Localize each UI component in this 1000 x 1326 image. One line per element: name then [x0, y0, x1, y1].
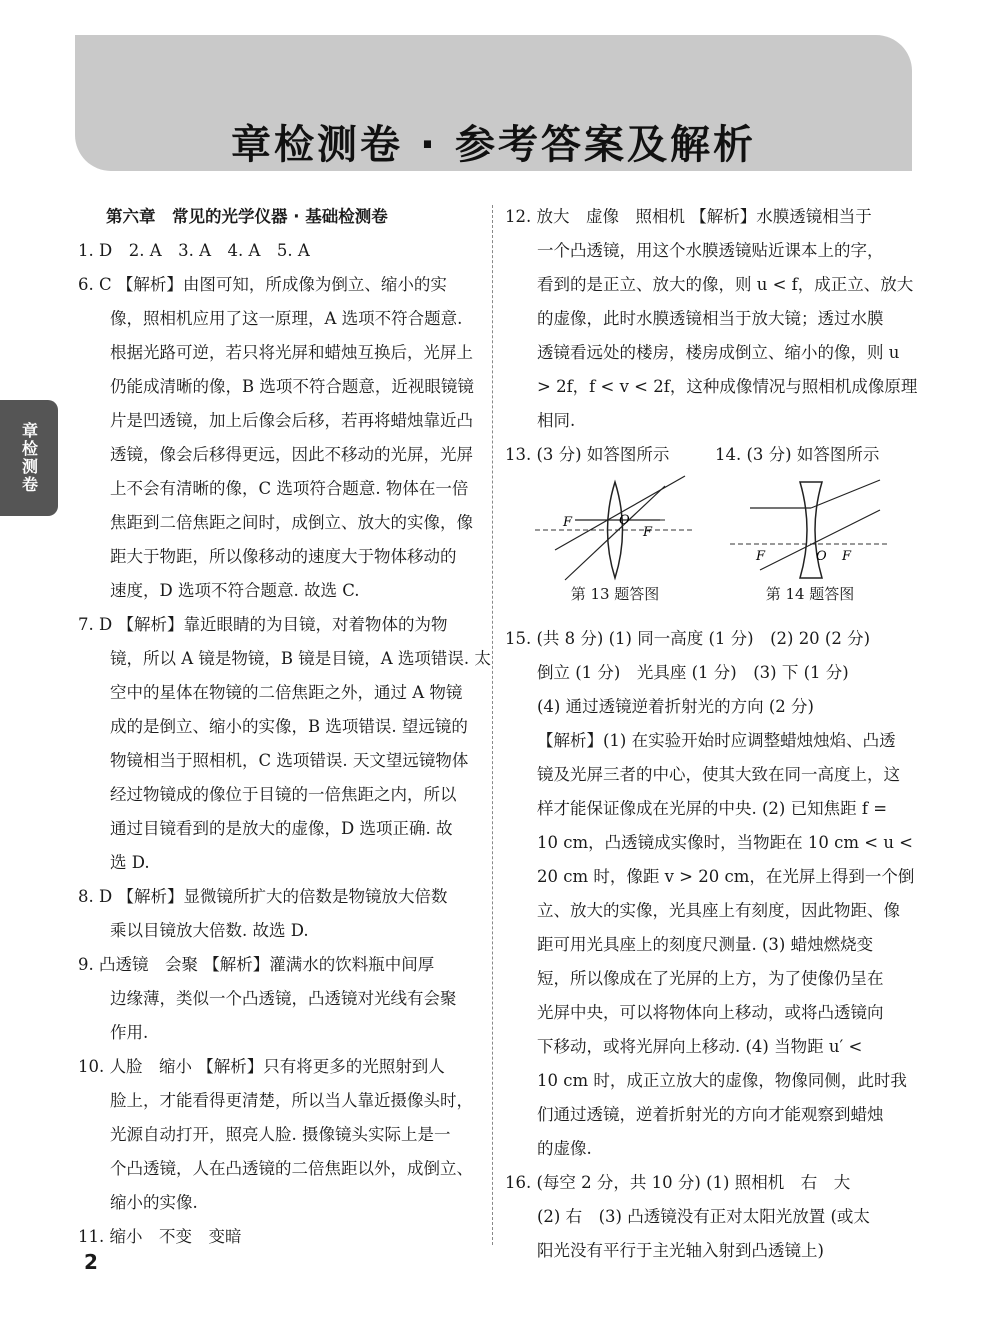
- focus-label-left: F: [756, 549, 766, 564]
- text-line: 的虚像.: [537, 1139, 592, 1158]
- center-label: O: [816, 549, 827, 564]
- text-line: 10. 人脸 缩小 【解析】只有将更多的光照射到人: [78, 1057, 445, 1076]
- text-line: (4) 通过透镜逆着折射光的方向 (2 分): [537, 697, 814, 716]
- text-line: 16. (每空 2 分，共 10 分) (1) 照相机 右 大: [505, 1173, 851, 1192]
- text-line: > 2f，f < v < 2f，这种成像情况与照相机成像原理: [537, 377, 918, 396]
- concave-lens-diagram: [730, 472, 890, 582]
- text-line: 一个凸透镜，用这个水膜透镜贴近课本上的字，: [537, 241, 884, 260]
- text-line: 片是凹透镜，加上后像会后移，若再将蜡烛靠近凸: [110, 411, 473, 430]
- answer-diagrams: [505, 472, 920, 622]
- text-line: 像，照相机应用了这一原理，A 选项不符合题意.: [110, 309, 463, 328]
- text-line: 焦距到二倍焦距之间时，成倒立、放大的实像，像: [110, 513, 473, 532]
- text-line: 速度，D 选项不符合题意. 故选 C.: [110, 581, 360, 600]
- title-banner: [75, 35, 912, 171]
- figure-13-caption: 第 13 题答图: [570, 585, 660, 603]
- answers-12: [505, 200, 920, 438]
- center-label: O: [619, 513, 630, 528]
- text-line: 光源自动打开，照亮人脸. 摄像镜头实际上是一: [110, 1125, 451, 1144]
- convex-lens-diagram: [535, 472, 695, 582]
- text-line: 透镜，像会后移得更远，因此不移动的光屏，光屏: [110, 445, 473, 464]
- text-line: 看到的是正立、放大的像，则 u < f，成正立、放大: [537, 275, 914, 294]
- text-line: 透镜看远处的楼房，楼房成倒立、缩小的像，则 u: [537, 343, 900, 362]
- text-line: 成的是倒立、缩小的实像，B 选项错误. 望远镜的: [110, 717, 468, 736]
- text-line: 相同.: [537, 411, 576, 430]
- text-line: 7. D 【解析】靠近眼睛的为目镜，对着物体的为物: [78, 615, 448, 634]
- text-line: 立、放大的实像，光具座上有刻度，因此物距、像: [537, 901, 900, 920]
- figure-14: [730, 472, 890, 606]
- text-line: 距可用光具座上的刻度尺测量. (3) 蜡烛燃烧变: [537, 935, 874, 954]
- text-line: 上不会有清晰的像，C 选项符合题意. 物体在一倍: [110, 479, 469, 498]
- focus-label-right: F: [842, 549, 852, 564]
- text-line: 作用.: [110, 1023, 149, 1042]
- text-line: 缩小的实像.: [110, 1193, 198, 1212]
- figure-13: [535, 472, 695, 606]
- text-line: (2) 右 (3) 凸透镜没有正对太阳光放置 (或太: [537, 1207, 870, 1226]
- text-line: 个凸透镜，人在凸透镜的二倍焦距以外，成倒立、: [110, 1159, 473, 1178]
- q14-text: 14. (3 分) 如答图所示: [715, 445, 880, 464]
- text-line: 的虚像，此时水膜透镜相当于放大镜；透过水膜: [537, 309, 884, 328]
- text-line: 9. 凸透镜 会聚 【解析】灌满水的饮料瓶中间厚: [78, 955, 435, 974]
- text-line: 倒立 (1 分) 光具座 (1 分) (3) 下 (1 分): [537, 663, 849, 682]
- text-line: 通过目镜看到的是放大的虚像，D 选项正确. 故: [110, 819, 453, 838]
- left-column: [78, 200, 491, 1254]
- text-line: 短，所以像成在了光屏的上方，为了使像仍呈在: [537, 969, 884, 988]
- text-line: 1. D 2. A 3. A 4. A 5. A: [78, 241, 310, 260]
- page-number: 2: [84, 1250, 98, 1274]
- figure-14-caption: 第 14 题答图: [765, 585, 855, 603]
- text-line: 15. (共 8 分) (1) 同一高度 (1 分) (2) 20 (2 分): [505, 629, 871, 648]
- text-line: 6. C 【解析】由图可知，所成像为倒立、缩小的实: [78, 275, 447, 294]
- text-line: 根据光路可逆，若只将光屏和蜡烛互换后，光屏上: [110, 343, 473, 362]
- text-line: 11. 缩小 不变 变暗: [78, 1227, 242, 1246]
- focus-label-left: F: [563, 515, 573, 530]
- text-line: 10 cm 时，成正立放大的虚像，物像同侧，此时我: [537, 1071, 907, 1090]
- text-line: 阳光没有平行于主光轴入射到凸透镜上): [537, 1241, 824, 1260]
- text-line: 20 cm 时，像距 v > 20 cm，在光屏上得到一个倒: [537, 867, 915, 886]
- text-line: 【解析】(1) 在实验开始时应调整蜡烛烛焰、凸透: [537, 731, 896, 750]
- column-divider: [492, 205, 493, 1245]
- q13-text: 13. (3 分) 如答图所示: [505, 445, 670, 464]
- text-line: 下移动，或将光屏向上移动. (4) 当物距 u′ <: [537, 1037, 863, 1056]
- text-line: 第六章 常见的光学仪器 · 基础检测卷: [106, 207, 388, 226]
- text-line: 经过物镜成的像位于目镜的一倍焦距之内，所以: [110, 785, 457, 804]
- text-line: 光屏中央，可以将物体向上移动，或将凸透镜向: [537, 1003, 884, 1022]
- text-line: 们通过透镜，逆着折射光的方向才能观察到蜡烛: [537, 1105, 884, 1124]
- text-line: 乘以目镜放大倍数. 故选 D.: [110, 921, 309, 940]
- answers-13-14-row: [505, 438, 920, 472]
- text-line: 10 cm，凸透镜成实像时，当物距在 10 cm < u <: [537, 833, 914, 852]
- text-line: 空中的星体在物镜的二倍焦距之外，通过 A 物镜: [110, 683, 463, 702]
- text-line: 镜，所以 A 镜是物镜，B 镜是目镜，A 选项错误. 太: [110, 649, 491, 668]
- text-line: 样才能保证像成在光屏的中央. (2) 已知焦距 f =: [537, 799, 888, 818]
- answers-15-16: [505, 622, 920, 1268]
- text-line: 脸上，才能看得更清楚，所以当人靠近摄像头时，: [110, 1091, 473, 1110]
- side-chapter-tab: [0, 400, 58, 516]
- focus-label-right: F: [643, 525, 653, 540]
- text-line: 仍能成清晰的像，B 选项不符合题意，近视眼镜镜: [110, 377, 474, 396]
- text-line: 镜及光屏三者的中心，使其大致在同一高度上，这: [537, 765, 900, 784]
- text-line: 12. 放大 虚像 照相机 【解析】水膜透镜相当于: [505, 207, 872, 226]
- text-line: 选 D.: [110, 853, 150, 872]
- text-line: 边缘薄，类似一个凸透镜，凸透镜对光线有会聚: [110, 989, 457, 1008]
- page-title: 章检测卷 · 参考答案及解析: [230, 122, 757, 168]
- text-line: 距大于物距，所以像移动的速度大于物体移动的: [110, 547, 457, 566]
- right-column: [505, 200, 920, 1268]
- text-line: 8. D 【解析】显微镜所扩大的倍数是物镜放大倍数: [78, 887, 448, 906]
- side-tab-label: 章检测卷: [19, 422, 39, 494]
- text-line: 物镜相当于照相机，C 选项错误. 天文望远镜物体: [110, 751, 469, 770]
